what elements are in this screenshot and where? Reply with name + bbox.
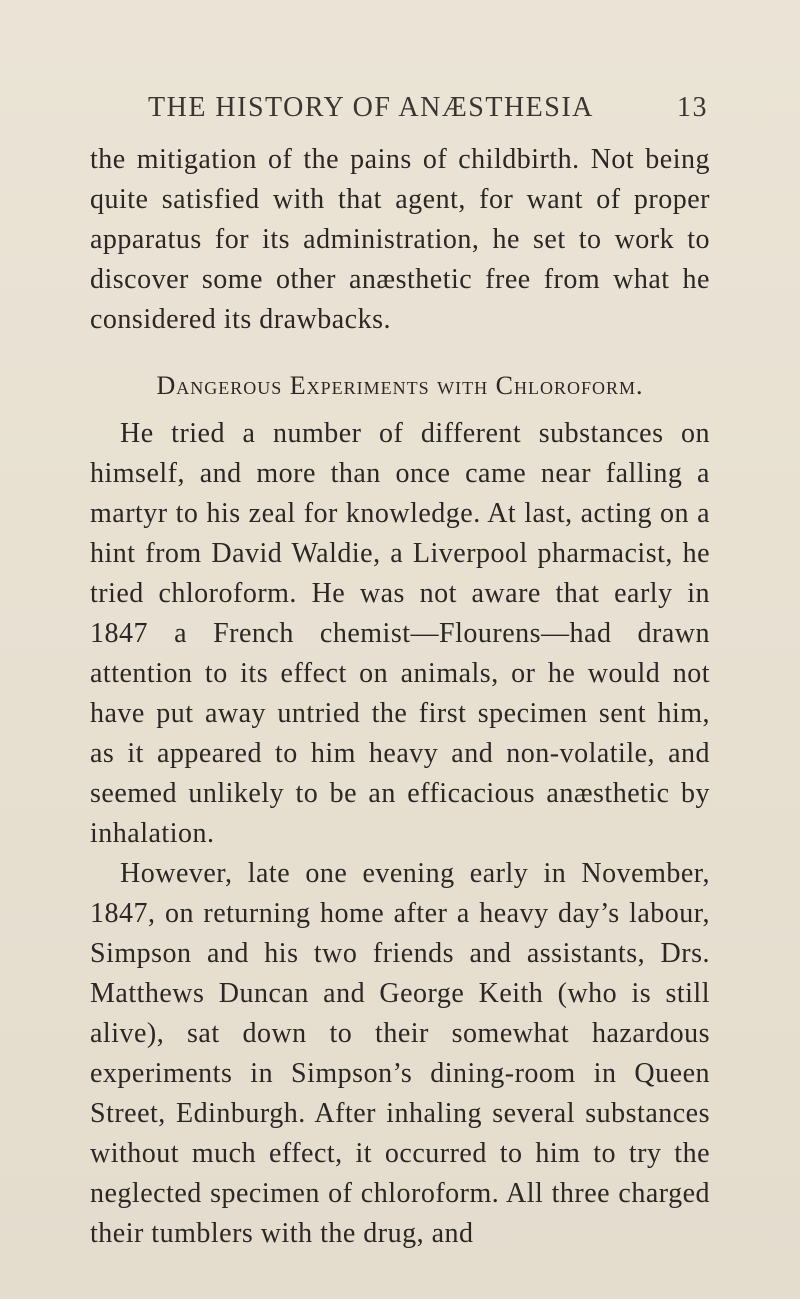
text-block [90, 140, 710, 1254]
paragraph-1: the mitigation of the pains of childbirth. Not being quite satisfied with that agent, for want of proper apparatus for its administration, he set to work to discover some other anæsthetic free from what he considered its drawbacks. [90, 144, 710, 335]
running-head [148, 92, 708, 132]
section-heading: Dangerous Experiments with Chloroform. [156, 371, 644, 400]
running-title: THE HISTORY OF ANÆSTHESIA [148, 92, 594, 123]
paragraph-3: However, late one evening early in November, 1847, on returning home after a heavy day’s labour, Simpson and his two friends and assistants, Drs. Matthews Duncan and George Keith (who is still alive), sat down to their somewhat hazardous experiments in Simpson’s dining-room in Queen Street, Edinburgh. After inhaling several substances without much effect, it occurred to him to try the neglected specimen of chloroform. All three charged their tumblers with the drug, and [90, 858, 710, 1249]
paragraph-2: He tried a number of different substances on himself, and more than once came near falling a martyr to his zeal for knowledge. At last, acting on a hint from David Waldie, a Liverpool pharmacist, he tried chloroform. He was not aware that early in 1847 a French chemist—Flourens—had drawn attention to its effect on animals, or he would not have put away untried the first specimen sent him, as it appeared to him heavy and non-volatile, and seemed unlikely to be an efficacious anæsthetic by inhalation. [90, 418, 710, 849]
page-number: 13 [677, 92, 708, 123]
